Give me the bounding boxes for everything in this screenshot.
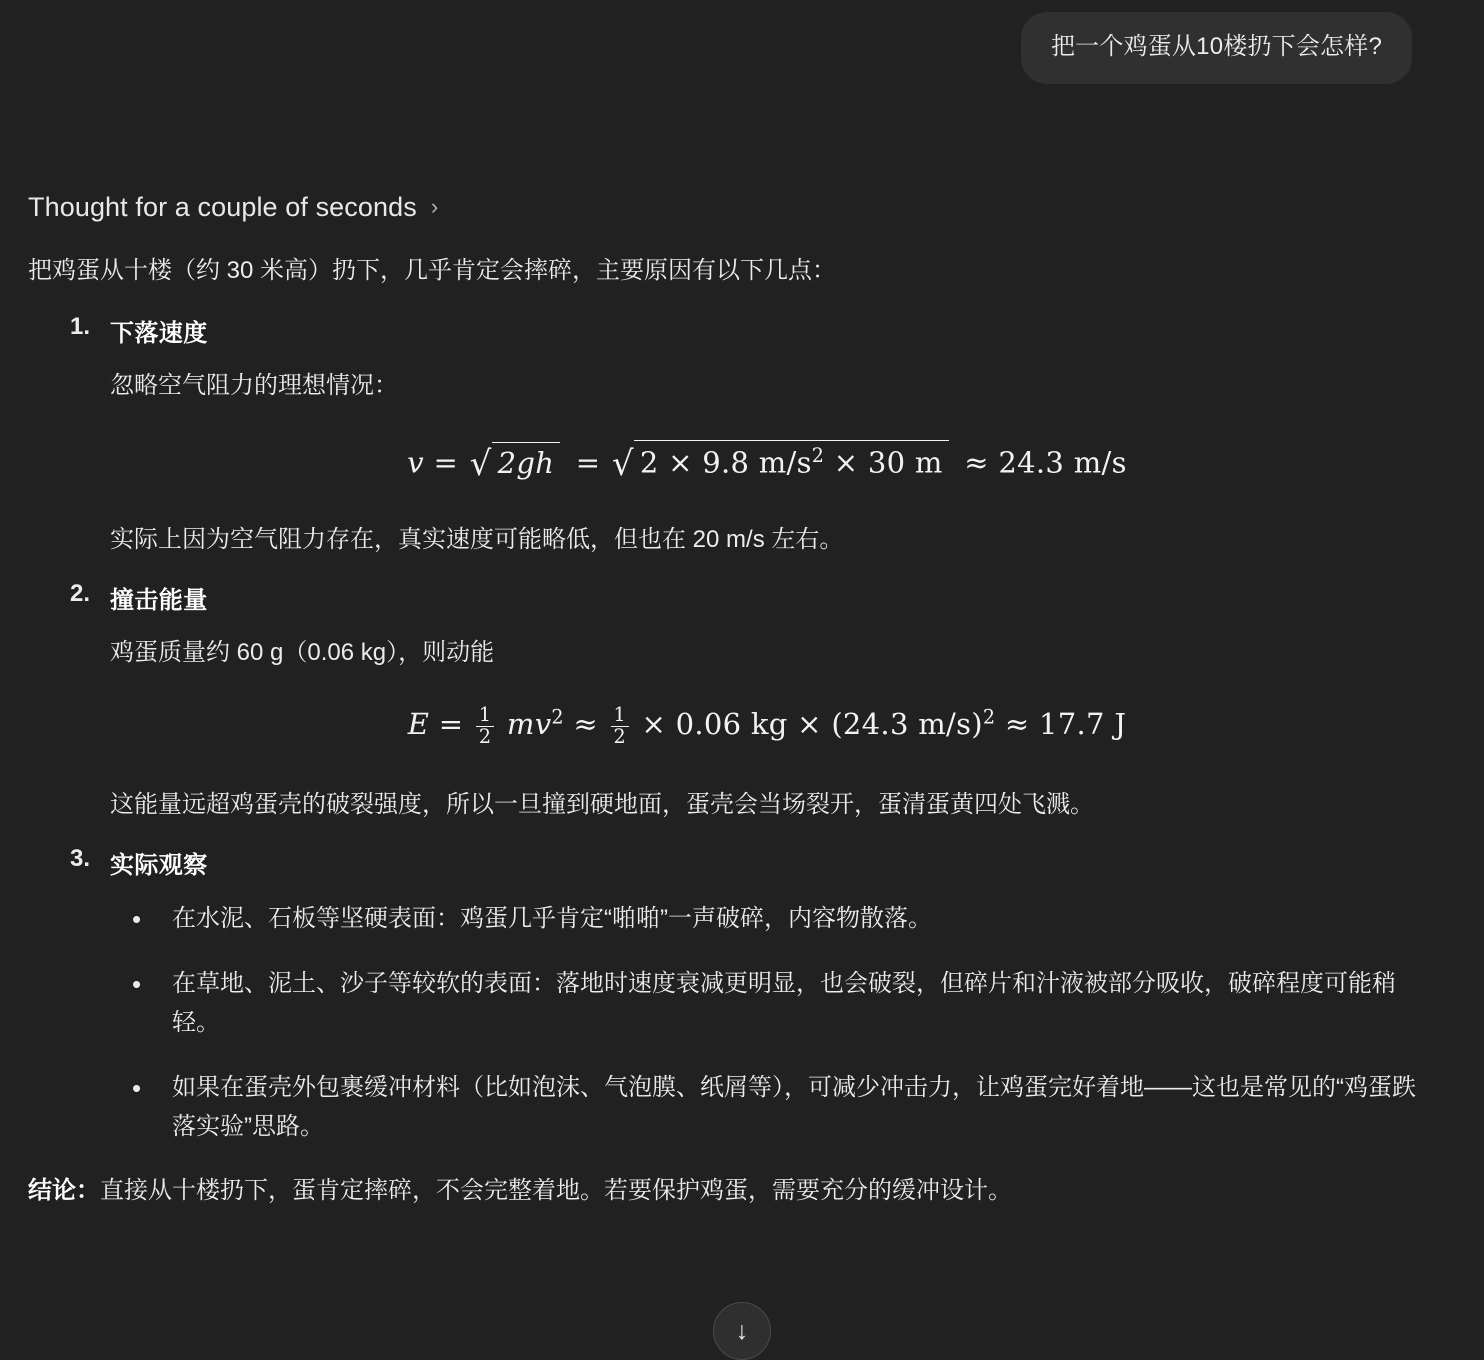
step-title: 实际观察: [110, 852, 208, 880]
math-approx-2: ≈: [1004, 707, 1030, 742]
observation-bullet-list: [110, 900, 1424, 1146]
reasons-list: [28, 313, 1424, 1146]
user-message-bubble: 把一个鸡蛋从10楼扔下会怎样?: [1021, 12, 1412, 84]
formula-fall-speed: [110, 438, 1424, 485]
math-fraction-half-2: [611, 705, 629, 747]
assistant-message: [0, 84, 1484, 1208]
step-title: 撞击能量: [110, 587, 208, 615]
step-after-text: 实际上因为空气阻力存在，真实速度可能略低，但也在 20 m/s 左右。: [110, 526, 844, 554]
radical-icon: √: [469, 444, 492, 485]
list-item: [28, 580, 1424, 823]
list-item: • 在草地、泥土、沙子等较软的表面：落地时速度衰减更明显，也会破裂，但碎片和汁液被部分吸收，破碎程度可能稍轻。: [110, 965, 1424, 1043]
chevron-right-icon: ›: [430, 193, 439, 219]
math-symbol-v: v: [407, 446, 424, 481]
list-item: [28, 845, 1424, 1146]
math-approx-1: ≈: [964, 446, 989, 481]
step-intro-text: 鸡蛋质量约 60 g（0.06 kg），则动能: [110, 639, 495, 667]
math-velocity-exp: 2: [982, 705, 996, 729]
conclusion-text: 直接从十楼扔下，蛋肯定摔碎，不会完整着地。若要保护鸡蛋，需要充分的缓冲设计。: [100, 1176, 1012, 1204]
fraction-numerator: 1: [476, 705, 494, 727]
answer-intro-paragraph: 把鸡蛋从十楼（约 30 米高）扔下，几乎肯定会摔碎，主要原因有以下几点：: [28, 257, 837, 285]
step-after-text: 这能量远超鸡蛋壳的破裂强度，所以一旦撞到硬地面，蛋壳会当场裂开，蛋清蛋黄四处飞溅。: [110, 791, 1094, 819]
math-sqrt-2: [610, 438, 955, 485]
math-fraction-half-1: [476, 705, 494, 747]
arrow-down-icon: ↓: [735, 1316, 749, 1345]
conclusion-paragraph: [28, 1173, 1424, 1209]
math-mv: mv: [506, 707, 552, 742]
fraction-numerator: 1: [611, 705, 629, 727]
math-times-mass: × 0.06 kg ×: [641, 707, 822, 742]
radical-icon: √: [611, 444, 634, 485]
math-equals-1: =: [433, 446, 459, 481]
math-result-2: 17.7 J: [1039, 707, 1127, 742]
math-mv-exp: 2: [551, 705, 564, 729]
fraction-denominator: 2: [613, 724, 626, 748]
conclusion-label: 结论：: [28, 1176, 100, 1204]
math-velocity-paren: (24.3 m/s): [831, 707, 983, 742]
step-title: 下落速度: [110, 320, 208, 348]
math-equals-1: =: [438, 707, 464, 742]
list-item: • 如果在蛋壳外包裹缓冲材料（比如泡沫、气泡膜、纸屑等），可减少冲击力，让鸡蛋完好着地——这也是常见的“鸡蛋跌落实验”思路。: [110, 1069, 1424, 1147]
list-item: • 在水泥、石板等坚硬表面：鸡蛋几乎肯定“啪啪”一声破碎，内容物散落。: [110, 900, 1424, 939]
math-equals-2: =: [575, 446, 601, 481]
math-radicand-2b: × 30 m: [824, 446, 943, 481]
user-message-row: [0, 0, 1484, 84]
math-symbol-e: E: [407, 707, 430, 742]
fraction-denominator: 2: [478, 724, 492, 748]
thought-summary-label: Thought for a couple of seconds: [28, 192, 417, 223]
scroll-to-bottom-button[interactable]: [713, 1302, 771, 1360]
math-radicand-2-exp: 2: [811, 444, 825, 468]
math-result-1: 24.3 m/s: [998, 446, 1127, 481]
formula-kinetic-energy: [110, 705, 1424, 747]
list-item: [28, 313, 1424, 558]
thought-summary-toggle[interactable]: [28, 192, 1424, 223]
math-radicand-1: 2gh: [497, 446, 555, 481]
step-intro-text: 忽略空气阻力的理想情况：: [110, 372, 398, 400]
math-radicand-2a: 2 × 9.8 m/s: [639, 446, 812, 481]
math-approx-1: ≈: [573, 707, 598, 742]
math-sqrt-1: [468, 440, 567, 485]
